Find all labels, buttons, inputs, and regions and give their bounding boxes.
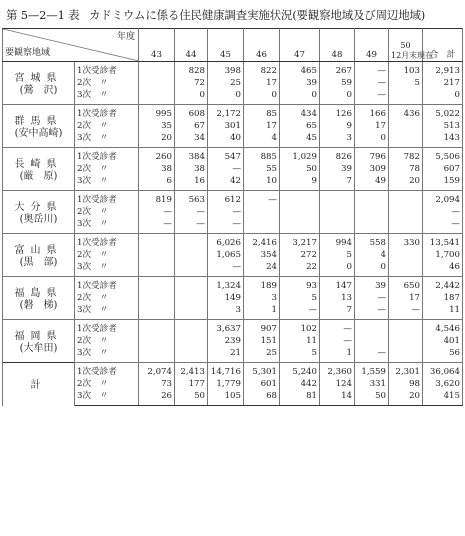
data-cell: 330: [389, 234, 423, 250]
area-name: (厳 原): [19, 170, 58, 182]
data-cell: 3: [244, 292, 280, 304]
year-header: 44: [175, 29, 208, 62]
exam-stage-label: 1次受診者: [75, 363, 139, 379]
year-header: 46: [244, 29, 280, 62]
data-cell: —: [208, 163, 244, 175]
data-cell: 1: [244, 304, 280, 320]
data-cell: 436: [389, 105, 423, 121]
data-cell: 39: [320, 163, 355, 175]
data-cell: [320, 191, 355, 207]
data-cell: 2,913: [423, 62, 463, 78]
total-cell: 331: [355, 378, 389, 390]
table-body: [3, 62, 463, 406]
data-cell: [389, 320, 423, 336]
data-cell: 38: [139, 163, 175, 175]
data-cell: —: [355, 304, 389, 320]
region-cell: [3, 320, 75, 363]
data-cell: 4,546: [423, 320, 463, 336]
table-title: [6, 4, 461, 26]
total-cell: 81: [280, 390, 320, 406]
data-cell: —: [208, 218, 244, 234]
area-name: (安中高崎): [14, 127, 63, 139]
total-label: 計: [3, 363, 75, 406]
exam-stage-label: 3次 〃: [75, 89, 139, 105]
exam-stage-label: 2次 〃: [75, 77, 139, 89]
data-cell: [280, 206, 320, 218]
total-row: [3, 363, 463, 379]
data-cell: [389, 218, 423, 234]
data-cell: 10: [244, 175, 280, 191]
data-cell: [280, 191, 320, 207]
header-row: [3, 29, 463, 62]
data-cell: 260: [139, 148, 175, 164]
data-cell: 239: [208, 335, 244, 347]
exam-stage-label: 3次 〃: [75, 218, 139, 234]
total-cell: 68: [244, 390, 280, 406]
region-cell: [3, 277, 75, 320]
data-cell: 782: [389, 148, 423, 164]
area-name: (磐 梯): [19, 299, 58, 311]
data-cell: 301: [208, 120, 244, 132]
data-cell: [139, 89, 175, 105]
data-cell: 0: [280, 89, 320, 105]
data-cell: [244, 218, 280, 234]
total-cell: 5,240: [280, 363, 320, 379]
data-cell: —: [423, 218, 463, 234]
data-cell: [355, 191, 389, 207]
data-cell: 558: [355, 234, 389, 250]
data-cell: —: [175, 206, 208, 218]
data-cell: 2,172: [208, 105, 244, 121]
data-cell: 0: [244, 89, 280, 105]
exam-stage-label: 2次 〃: [75, 163, 139, 175]
total-cell: 50: [175, 390, 208, 406]
data-cell: 25: [244, 347, 280, 363]
data-cell: [139, 261, 175, 277]
data-cell: 147: [320, 277, 355, 293]
total-cell: 2,360: [320, 363, 355, 379]
data-cell: 17: [244, 120, 280, 132]
data-cell: 826: [320, 148, 355, 164]
data-cell: [175, 261, 208, 277]
data-cell: —: [389, 304, 423, 320]
data-cell: 20: [389, 175, 423, 191]
year-header: 43: [139, 29, 175, 62]
data-cell: 93: [280, 277, 320, 293]
data-cell: [139, 335, 175, 347]
cadmium-survey-table: [2, 28, 463, 406]
total-cell: 1,779: [208, 378, 244, 390]
data-cell: 67: [175, 120, 208, 132]
data-cell: 995: [139, 105, 175, 121]
data-cell: 1,029: [280, 148, 320, 164]
exam-stage-label: 3次 〃: [75, 261, 139, 277]
total-cell: 442: [280, 378, 320, 390]
data-cell: [139, 62, 175, 78]
data-cell: [355, 320, 389, 336]
data-cell: —: [208, 261, 244, 277]
data-cell: 16: [175, 175, 208, 191]
data-cell: 39: [355, 277, 389, 293]
data-cell: [280, 218, 320, 234]
data-cell: [139, 277, 175, 293]
data-cell: 17: [244, 77, 280, 89]
data-cell: 78: [389, 163, 423, 175]
data-cell: 0: [423, 89, 463, 105]
data-cell: —: [244, 191, 280, 207]
table-row: [3, 277, 463, 293]
data-cell: 513: [423, 120, 463, 132]
total-cell: 50: [355, 390, 389, 406]
data-cell: [175, 320, 208, 336]
data-cell: [389, 89, 423, 105]
data-cell: 65: [280, 120, 320, 132]
data-cell: —: [320, 335, 355, 347]
data-cell: 35: [139, 120, 175, 132]
region-cell: [3, 234, 75, 277]
data-cell: 354: [244, 249, 280, 261]
region-cell: [3, 62, 75, 105]
total-cell: 2,074: [139, 363, 175, 379]
data-cell: 994: [320, 234, 355, 250]
data-cell: 21: [208, 347, 244, 363]
exam-stage-label: 2次 〃: [75, 335, 139, 347]
data-cell: 1,324: [208, 277, 244, 293]
data-cell: [139, 304, 175, 320]
total-cell: 1,559: [355, 363, 389, 379]
year-header: 48: [320, 29, 355, 62]
year-axis-label: 年度: [116, 32, 135, 42]
area-name: (黒 部): [19, 256, 58, 268]
data-cell: [175, 249, 208, 261]
data-cell: 267: [320, 62, 355, 78]
data-cell: —: [355, 89, 389, 105]
data-cell: 0: [320, 89, 355, 105]
data-cell: 40: [208, 132, 244, 148]
data-cell: 398: [208, 62, 244, 78]
data-cell: 1,065: [208, 249, 244, 261]
area-name: (鶯 沢): [19, 84, 58, 96]
data-cell: 126: [320, 105, 355, 121]
prefecture-name: 宮城県: [14, 72, 63, 84]
data-cell: 13: [320, 292, 355, 304]
data-cell: 56: [423, 347, 463, 363]
total-cell: 415: [423, 390, 463, 406]
data-cell: 159: [423, 175, 463, 191]
data-cell: [244, 206, 280, 218]
data-cell: —: [355, 347, 389, 363]
data-cell: 384: [175, 148, 208, 164]
data-cell: —: [175, 218, 208, 234]
data-cell: [389, 120, 423, 132]
data-cell: 1: [320, 347, 355, 363]
data-cell: —: [280, 304, 320, 320]
exam-stage-label: 2次 〃: [75, 249, 139, 261]
data-cell: 0: [355, 132, 389, 148]
total-cell: 177: [175, 378, 208, 390]
data-cell: 13,541: [423, 234, 463, 250]
data-cell: [389, 206, 423, 218]
data-cell: 3,217: [280, 234, 320, 250]
data-cell: [320, 218, 355, 234]
data-cell: 85: [244, 105, 280, 121]
current-year: 50: [400, 41, 411, 50]
data-cell: [139, 234, 175, 250]
data-cell: [389, 347, 423, 363]
data-cell: 39: [280, 77, 320, 89]
data-cell: 563: [175, 191, 208, 207]
exam-stage-label: 1次受診者: [75, 105, 139, 121]
data-cell: 2,416: [244, 234, 280, 250]
exam-stage-label: 3次 〃: [75, 347, 139, 363]
data-cell: 3: [320, 132, 355, 148]
data-cell: 650: [389, 277, 423, 293]
total-cell: 105: [208, 390, 244, 406]
data-cell: [175, 277, 208, 293]
data-cell: 7: [320, 304, 355, 320]
region-cell: [3, 148, 75, 191]
data-cell: [355, 335, 389, 347]
data-cell: 5: [389, 77, 423, 89]
data-cell: 819: [139, 191, 175, 207]
data-cell: 0: [175, 89, 208, 105]
data-cell: —: [208, 206, 244, 218]
data-cell: —: [423, 206, 463, 218]
data-cell: 5: [320, 249, 355, 261]
data-cell: 11: [280, 335, 320, 347]
data-cell: 547: [208, 148, 244, 164]
data-cell: 5: [280, 292, 320, 304]
region-cell: [3, 105, 75, 148]
data-cell: [175, 292, 208, 304]
data-cell: [389, 132, 423, 148]
data-cell: —: [139, 206, 175, 218]
data-cell: 272: [280, 249, 320, 261]
prefecture-name: 福岡県: [14, 330, 63, 342]
table-row: [3, 148, 463, 164]
data-cell: 17: [355, 120, 389, 132]
data-cell: 6: [139, 175, 175, 191]
total-cell: 3,620: [423, 378, 463, 390]
data-cell: —: [355, 77, 389, 89]
data-cell: 38: [175, 163, 208, 175]
data-cell: 309: [355, 163, 389, 175]
current-note: 12月末現在: [391, 51, 434, 60]
data-cell: 0: [208, 89, 244, 105]
data-cell: 3: [208, 304, 244, 320]
year-header: 49: [355, 29, 389, 62]
data-cell: 149: [208, 292, 244, 304]
data-cell: 607: [423, 163, 463, 175]
data-cell: 434: [280, 105, 320, 121]
data-cell: 612: [208, 191, 244, 207]
year-header: 47: [280, 29, 320, 62]
total-cell: 98: [389, 378, 423, 390]
table-number: 第 5—2—1 表: [6, 8, 80, 22]
region-cell: [3, 191, 75, 234]
table-row: [3, 62, 463, 78]
data-cell: [175, 335, 208, 347]
data-cell: [139, 77, 175, 89]
data-cell: [139, 292, 175, 304]
year-header: 45: [208, 29, 244, 62]
data-cell: 20: [139, 132, 175, 148]
exam-stage-label: 3次 〃: [75, 175, 139, 191]
data-cell: 49: [355, 175, 389, 191]
data-cell: —: [139, 218, 175, 234]
prefecture-name: 福島県: [14, 287, 63, 299]
data-cell: 24: [244, 261, 280, 277]
data-cell: 4: [355, 249, 389, 261]
data-cell: [389, 335, 423, 347]
data-cell: 5,506: [423, 148, 463, 164]
data-cell: 465: [280, 62, 320, 78]
total-cell: 2,301: [389, 363, 423, 379]
data-cell: 885: [244, 148, 280, 164]
total-cell: 26: [139, 390, 175, 406]
data-cell: 45: [280, 132, 320, 148]
data-cell: 46: [423, 261, 463, 277]
data-cell: [139, 320, 175, 336]
data-cell: 6,026: [208, 234, 244, 250]
data-cell: 50: [280, 163, 320, 175]
data-cell: 822: [244, 62, 280, 78]
total-cell: 14: [320, 390, 355, 406]
exam-stage-label: 1次受診者: [75, 320, 139, 336]
data-cell: 17: [389, 292, 423, 304]
exam-stage-label: 2次 〃: [75, 206, 139, 218]
exam-stage-label: 1次受診者: [75, 234, 139, 250]
prefecture-name: 富山県: [14, 244, 63, 256]
table-row: [3, 105, 463, 121]
data-cell: 9: [320, 120, 355, 132]
area-name: (大牟田): [19, 342, 58, 354]
data-cell: 2,094: [423, 191, 463, 207]
data-cell: [389, 249, 423, 261]
data-cell: 42: [208, 175, 244, 191]
current-header: [389, 29, 434, 62]
exam-stage-label: 2次 〃: [75, 120, 139, 132]
total-header: 合 計: [423, 29, 463, 62]
data-cell: 55: [244, 163, 280, 175]
data-cell: 3,637: [208, 320, 244, 336]
data-cell: 25: [208, 77, 244, 89]
data-cell: 34: [175, 132, 208, 148]
total-cell: 73: [139, 378, 175, 390]
data-cell: [139, 347, 175, 363]
data-cell: 59: [320, 77, 355, 89]
data-cell: [175, 304, 208, 320]
data-cell: [355, 206, 389, 218]
data-cell: [139, 249, 175, 261]
data-cell: 828: [175, 62, 208, 78]
data-cell: 217: [423, 77, 463, 89]
data-cell: 608: [175, 105, 208, 121]
data-cell: 796: [355, 148, 389, 164]
data-cell: 151: [244, 335, 280, 347]
data-cell: [320, 206, 355, 218]
data-cell: 103: [389, 62, 423, 78]
data-cell: 1,700: [423, 249, 463, 261]
table-row: [3, 191, 463, 207]
total-cell: 20: [389, 390, 423, 406]
data-cell: 166: [355, 105, 389, 121]
area-axis-label: 要観察地域: [5, 48, 51, 58]
data-cell: [355, 218, 389, 234]
data-cell: 187: [423, 292, 463, 304]
data-cell: 189: [244, 277, 280, 293]
total-cell: 124: [320, 378, 355, 390]
data-cell: 7: [320, 175, 355, 191]
data-cell: 4: [244, 132, 280, 148]
data-cell: 0: [355, 261, 389, 277]
table-row: [3, 234, 463, 250]
prefecture-name: 大分県: [14, 201, 63, 213]
total-cell: 2,413: [175, 363, 208, 379]
total-cell: 36,064: [423, 363, 463, 379]
exam-stage-label: 3次 〃: [75, 304, 139, 320]
corner-header: [3, 29, 139, 62]
data-cell: 102: [280, 320, 320, 336]
exam-stage-label: 1次受診者: [75, 277, 139, 293]
data-cell: 9: [280, 175, 320, 191]
total-cell: 601: [244, 378, 280, 390]
exam-stage-label: 3次 〃: [75, 390, 139, 406]
data-cell: —: [320, 320, 355, 336]
data-cell: 0: [320, 261, 355, 277]
data-cell: [175, 347, 208, 363]
data-cell: [389, 191, 423, 207]
data-cell: [389, 261, 423, 277]
prefecture-name: 長崎県: [14, 158, 63, 170]
table-row: [3, 320, 463, 336]
exam-stage-label: 2次 〃: [75, 292, 139, 304]
area-name: (奥岳川): [19, 213, 58, 225]
table-caption: カドミウムに係る住民健康調査実施状況(要観察地域及び周辺地域): [88, 8, 426, 22]
data-cell: —: [355, 292, 389, 304]
data-cell: 5,022: [423, 105, 463, 121]
data-cell: [175, 234, 208, 250]
data-cell: 5: [280, 347, 320, 363]
prefecture-name: 群馬県: [14, 115, 63, 127]
exam-stage-label: 3次 〃: [75, 132, 139, 148]
exam-stage-label: 1次受診者: [75, 62, 139, 78]
total-cell: 5,301: [244, 363, 280, 379]
data-cell: 11: [423, 304, 463, 320]
exam-stage-label: 1次受診者: [75, 148, 139, 164]
data-cell: 401: [423, 335, 463, 347]
data-cell: 143: [423, 132, 463, 148]
exam-stage-label: 2次 〃: [75, 378, 139, 390]
data-cell: 2,442: [423, 277, 463, 293]
data-cell: 72: [175, 77, 208, 89]
exam-stage-label: 1次受診者: [75, 191, 139, 207]
data-cell: 907: [244, 320, 280, 336]
total-cell: 14,716: [208, 363, 244, 379]
data-cell: —: [355, 62, 389, 78]
data-cell: 22: [280, 261, 320, 277]
